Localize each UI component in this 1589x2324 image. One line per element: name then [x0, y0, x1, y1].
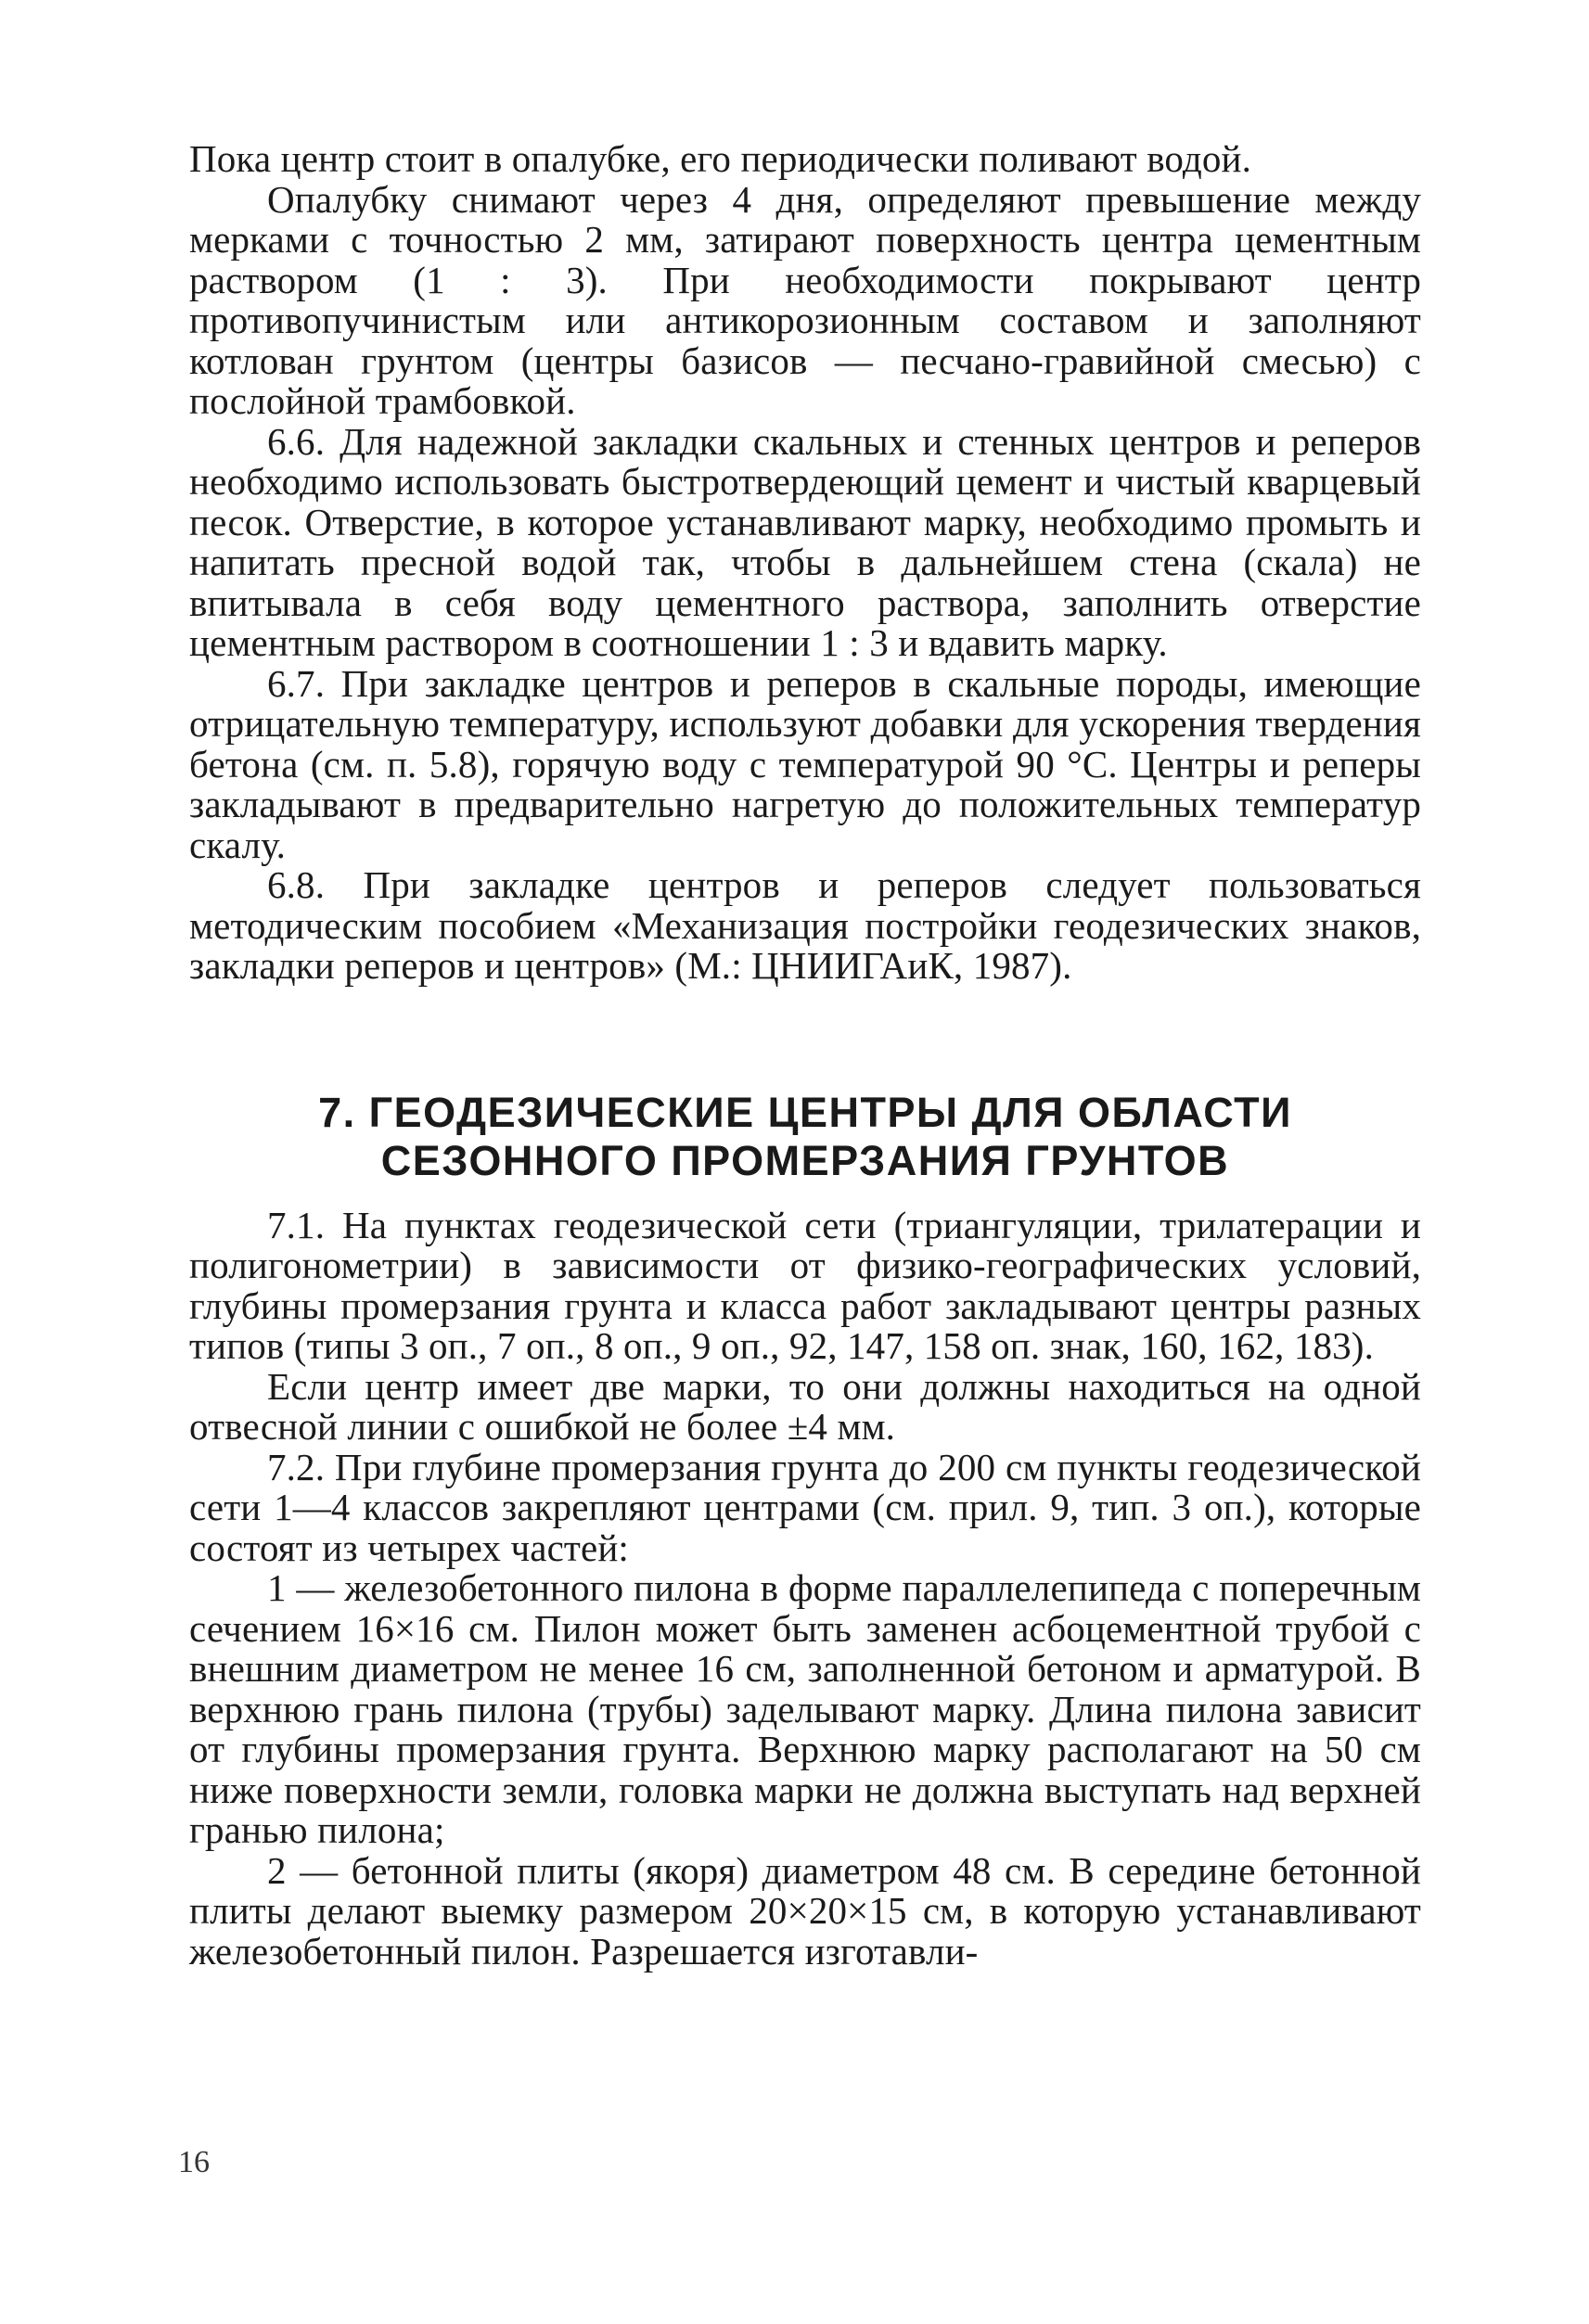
paragraph-7-2: 7.2. При глубине промерзания грунта до 200 см пункты геодезической сети 1—4 классов закрепляют центрами (см. прил. 9, тип. 3 оп.), которые состоят из четырех частей:: [189, 1445, 1421, 1569]
paragraph-6-7: 6.7. При закладке центров и реперов в скальные породы, имеющие отрицательную температуру, используют добавки для ускорения твердения бетона (см. п. 5.8), горячую воду с температурой 90 °С. Центры и реперы закладывают в предварительно нагретую до положительных температур скалу.: [189, 661, 1421, 866]
paragraph: Опалубку снимают через 4 дня, определяют превышение между мерками с точностью 2 мм, затирают поверхность центра цементным раствором (1 : 3). При необходимости покрывают центр противопучинистым или антикорозионным составом и заполняют котлован грунтом (центры базисов — песчано-гравийной смесью) с послойной трамбовкой.: [189, 177, 1421, 422]
text-column: [189, 139, 1421, 1972]
paragraph: Если центр имеет две марки, то они должны находиться на одной отвесной линии с ошибкой не более ±4 мм.: [189, 1364, 1421, 1448]
section-heading-line-2: СЕЗОННОГО ПРОМЕРЗАНИЯ ГРУНТОВ: [380, 1136, 1230, 1184]
paragraph-6-8: 6.8. При закладке центров и реперов следует пользоваться методическим пособием «Механизация постройки геодезических знаков, закладки реперов и центров» (М.: ЦНИИГАиК, 1987).: [189, 863, 1421, 987]
paragraph-7-1: 7.1. На пунктах геодезической сети (триангуляции, трилатерации и полигонометрии) в зависимости от физико-географических условий, глубины промерзания грунта и класса работ закладывают центры разных типов (типы 3 оп., 7 оп., 8 оп., 9 оп., 92, 147, 158 оп. знак, 160, 162, 183).: [189, 1203, 1421, 1367]
paragraph-6-6: 6.6. Для надежной закладки скальных и стенных центров и реперов необходимо использовать быстротвердеющий цемент и чистый кварцевый песок. Отверстие, в которое устанавливают марку, необходимо промыть и напитать пресной водой так, чтобы в дальнейшем стена (скала) не впитывала в себя воду цементного раствора, заполнить отверстие цементным раствором в соотношении 1 : 3 и вдавить марку.: [189, 419, 1421, 664]
section-heading-line-1: 7. ГЕОДЕЗИЧЕСКИЕ ЦЕНТРЫ ДЛЯ ОБЛАСТИ: [318, 1088, 1292, 1136]
list-item-part-2: 2 — бетонной плиты (якоря) диаметром 48 см. В середине бетонной плиты делают выемку размером 20×20×15 см, в которую устанавливают железобетонный пилон. Разрешается изготавли-: [189, 1848, 1421, 1973]
section-heading: [189, 1089, 1421, 1185]
list-item-part-1: 1 — железобетонного пилона в форме параллелепипеда с поперечным сечением 16×16 см. Пилон может быть заменен асбоцементной трубой с внешним диаметром не менее 16 см, заполненной бетоном и арматурой. В верхнюю грань пилона (трубы) заделывают марку. Длина пилона зависит от глубины промерзания грунта. Верхнюю марку располагают на 50 см ниже поверхности земли, головка марки не должна выступать над верхней гранью пилона;: [189, 1566, 1421, 1851]
paragraph: Пока центр стоит в опалубке, его периодически поливают водой.: [189, 137, 1252, 180]
page-number: 16: [178, 2145, 210, 2179]
